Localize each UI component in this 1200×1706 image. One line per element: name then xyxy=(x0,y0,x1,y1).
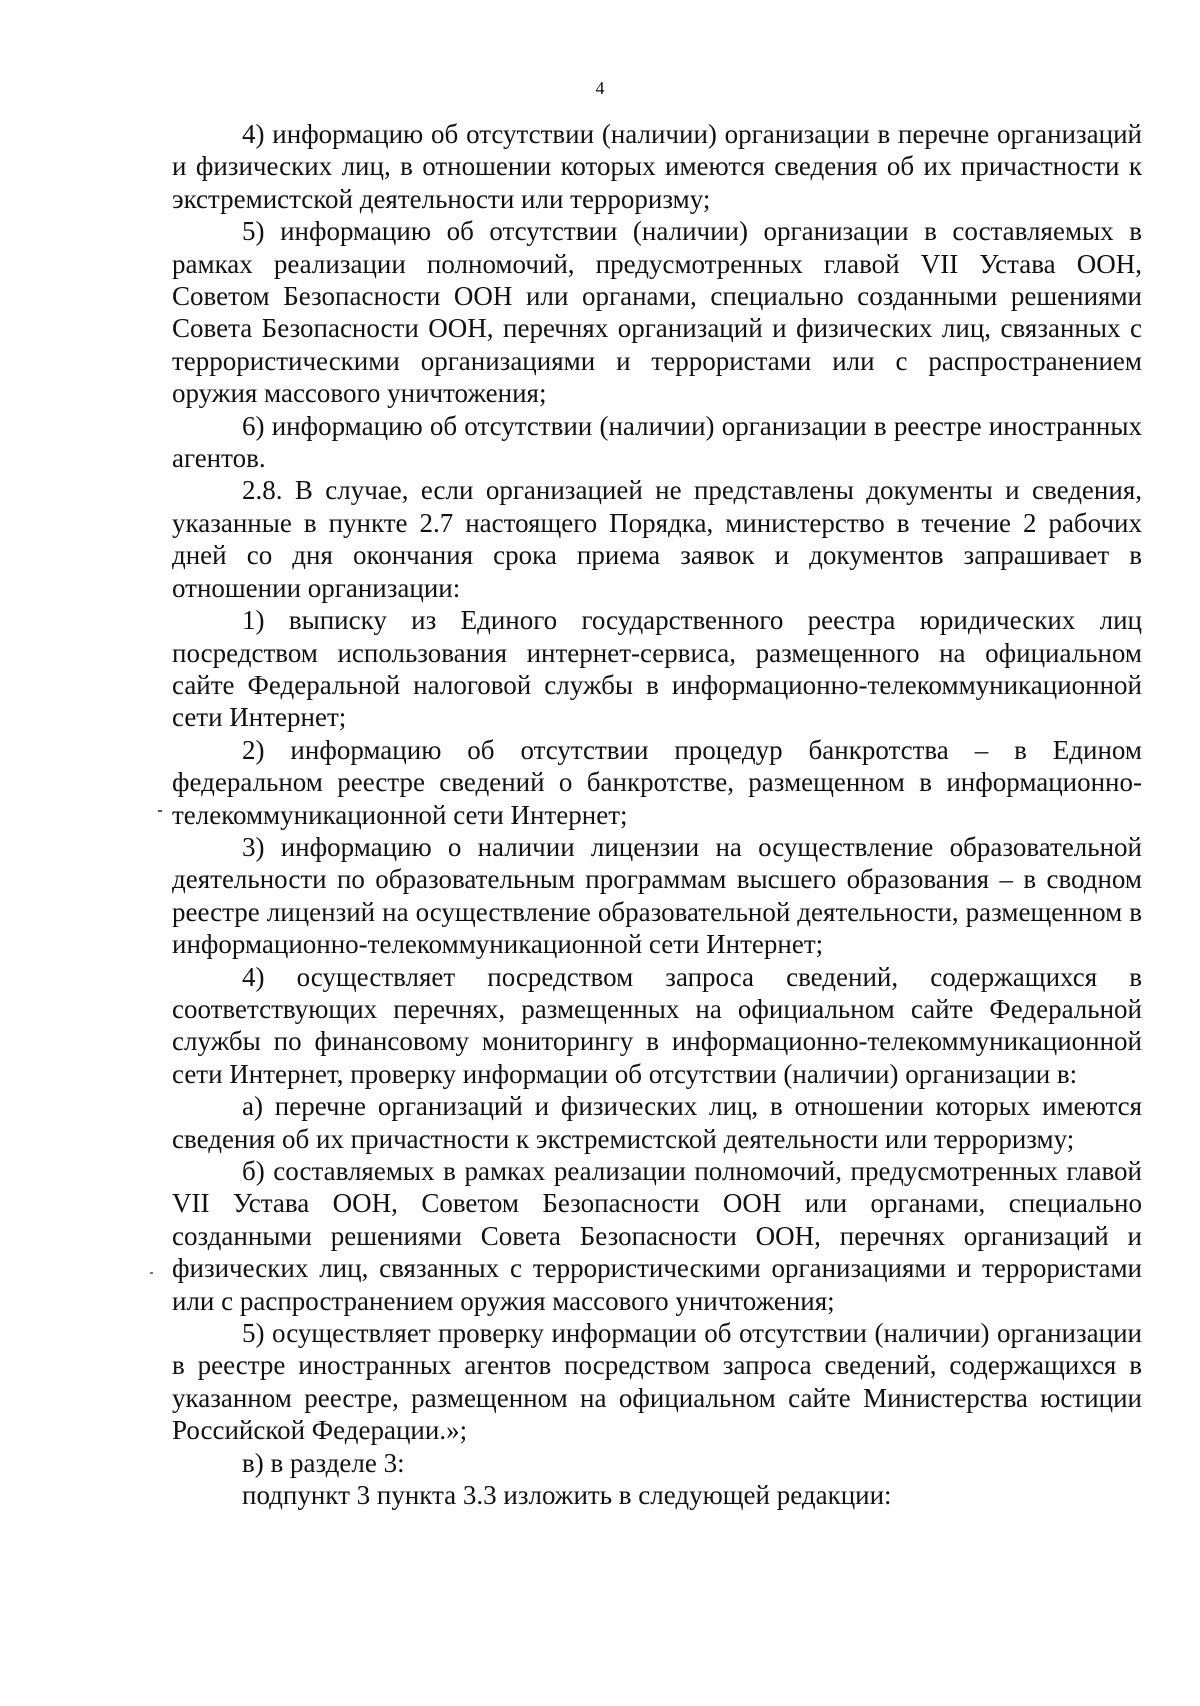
paragraph-item-5-un-lists: 5) информацию об отсутствии (наличии) организации в составляемых в рамках реализации полномочий, предусмотренных главой VII Устава ООН, Советом Безопасности ООН или органами, специально созданными решениями Совета Безопасности ООН, перечнях организаций и физических лиц, связанных с террористическими организациями и террористами или с распространением оружия массового уничтожения; xyxy=(172,216,1142,409)
paragraph-item-6-foreign-agents: 6) информацию об отсутствии (наличии) организации в реестре иностранных агентов. xyxy=(172,410,1142,474)
paragraph-item-4-extremism: 4) информацию об отсутствии (наличии) организации в перечне организаций и физических лиц, в отношении которых имеются сведения об их причастности к экстремистской деятельности или терроризму; xyxy=(172,119,1142,214)
document-body xyxy=(172,118,1142,1511)
scan-artifact xyxy=(150,1272,153,1274)
page-number: 4 xyxy=(595,78,605,98)
paragraph-subitem-b: б) составляемых в рамках реализации полномочий, предусмотренных главой VII Устава ООН, Советом Безопасности ООН или органами, специально созданными решениями Совета Безопасности ООН, перечнях организаций и физических лиц, связанных с террористическими организациями и террористами или с распространением оружия массового уничтожения; xyxy=(172,1156,1142,1316)
paragraph-item-5-minjust: 5) осуществляет проверку информации об отсутствии (наличии) организации в реестре иностранных агентов посредством запроса сведений, содержащихся в указанном реестре, размещенном на официальном сайте Министерства юстиции Российской Федерации.»; xyxy=(172,1318,1142,1446)
paragraph-section-3: в) в разделе 3: xyxy=(242,1447,405,1478)
scan-artifact xyxy=(158,810,162,812)
paragraph-item-3-license: 3) информацию о наличии лицензии на осуществление образовательной деятельности по образовательным программам высшего образования – в сводном реестре лицензий на осуществление образовательной деятельности, размещенном в информационно-телекоммуникационной сети Интернет; xyxy=(172,831,1142,960)
paragraph-item-1-egrul: 1) выписку из Единого государственного реестра юридических лиц посредством использования интернет-сервиса, размещенного на официальном сайте Федеральной налоговой службы в информационно-телекоммуникационной сети Интернет; xyxy=(172,605,1142,733)
paragraph-subitem-3-3: подпункт 3 пункта 3.3 изложить в следующей редакции: xyxy=(242,1480,892,1511)
paragraph-item-4-rosfinmonitoring: 4) осуществляет посредством запроса сведений, содержащихся в соответствующих перечнях, размещенных на официальном сайте Федеральной службы по финансовому мониторингу в информационно-телекоммуникационной сети Интернет, проверку информации об отсутствии (наличии) организации в: xyxy=(172,961,1142,1089)
paragraph-subitem-a: а) перечне организаций и физических лиц, в отношении которых имеются сведения об их причастности к экстремистской деятельности или терроризму; xyxy=(172,1091,1142,1154)
paragraph-2-8: 2.8. В случае, если организацией не представлены документы и сведения, указанные в пункте 2.7 настоящего Порядка, министерство в течение 2 рабочих дней со дня окончания срока приема заявок и документов запрашивает в отношении организации: xyxy=(172,475,1142,603)
paragraph-item-2-bankruptcy: 2) информацию об отсутствии процедур банкротства – в Едином федеральном реестре сведений о банкротстве, размещенном в информационно-телекоммуникационной сети Интернет; xyxy=(172,734,1142,830)
